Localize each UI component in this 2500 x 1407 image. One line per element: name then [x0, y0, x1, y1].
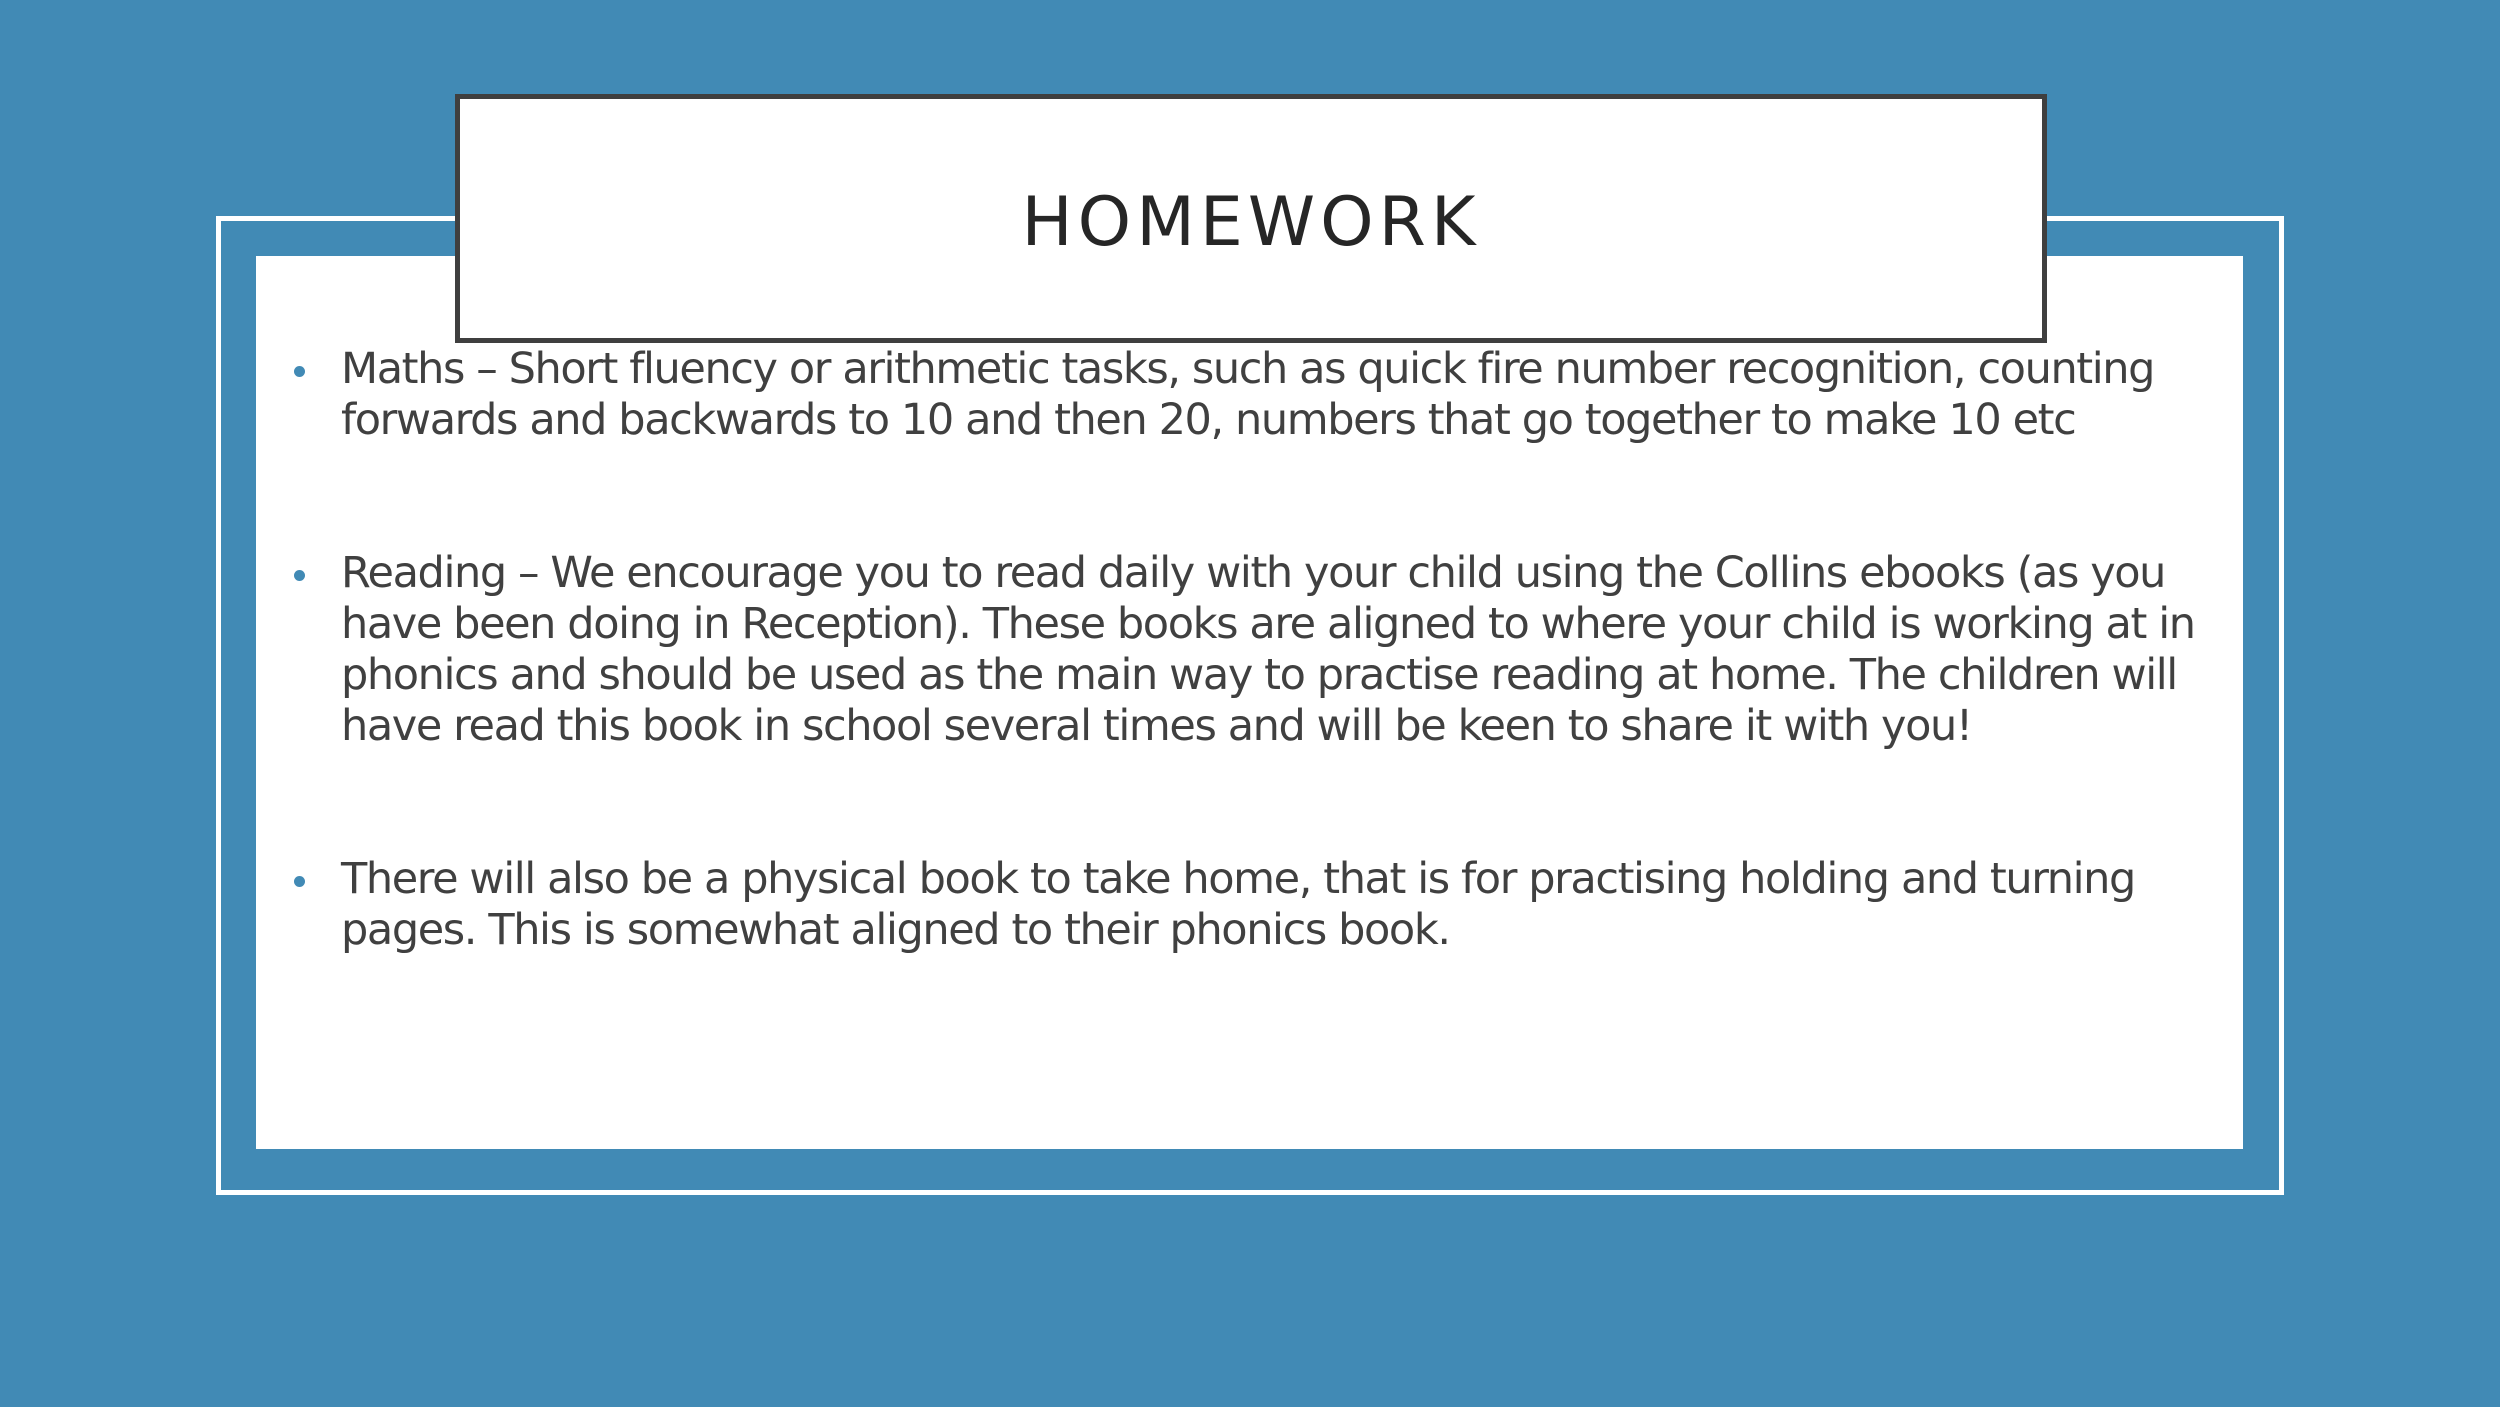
bullet-text: Reading – We encourage you to read daily with your child using the Collins ebooks (as you have been doing in Reception). These books are aligned to where your child is working at in phonics and should be used as the main way to practise reading at home. The children will have read this book in school several times and will be keen to share it with you!	[341, 548, 2195, 751]
bullet-list	[292, 344, 2242, 956]
bullet-dot-icon	[294, 366, 305, 377]
bullet-item-maths	[292, 344, 2242, 446]
bullet-dot-icon	[294, 876, 305, 887]
slide-title: HOMEWORK	[1021, 183, 1481, 262]
bullet-item-reading	[292, 548, 2242, 752]
title-box	[455, 94, 2047, 343]
bullet-item-physical-book	[292, 854, 2242, 956]
bullet-text: Maths – Short fluency or arithmetic tasks, such as quick fire number recognition, counting forwards and backwards to 10 and then 20, numbers that go together to make 10 etc	[341, 344, 2155, 445]
bullet-dot-icon	[294, 570, 305, 581]
bullet-text: There will also be a physical book to take home, that is for practising holding and turning pages. This is somewhat aligned to their phonics book.	[341, 854, 2135, 955]
